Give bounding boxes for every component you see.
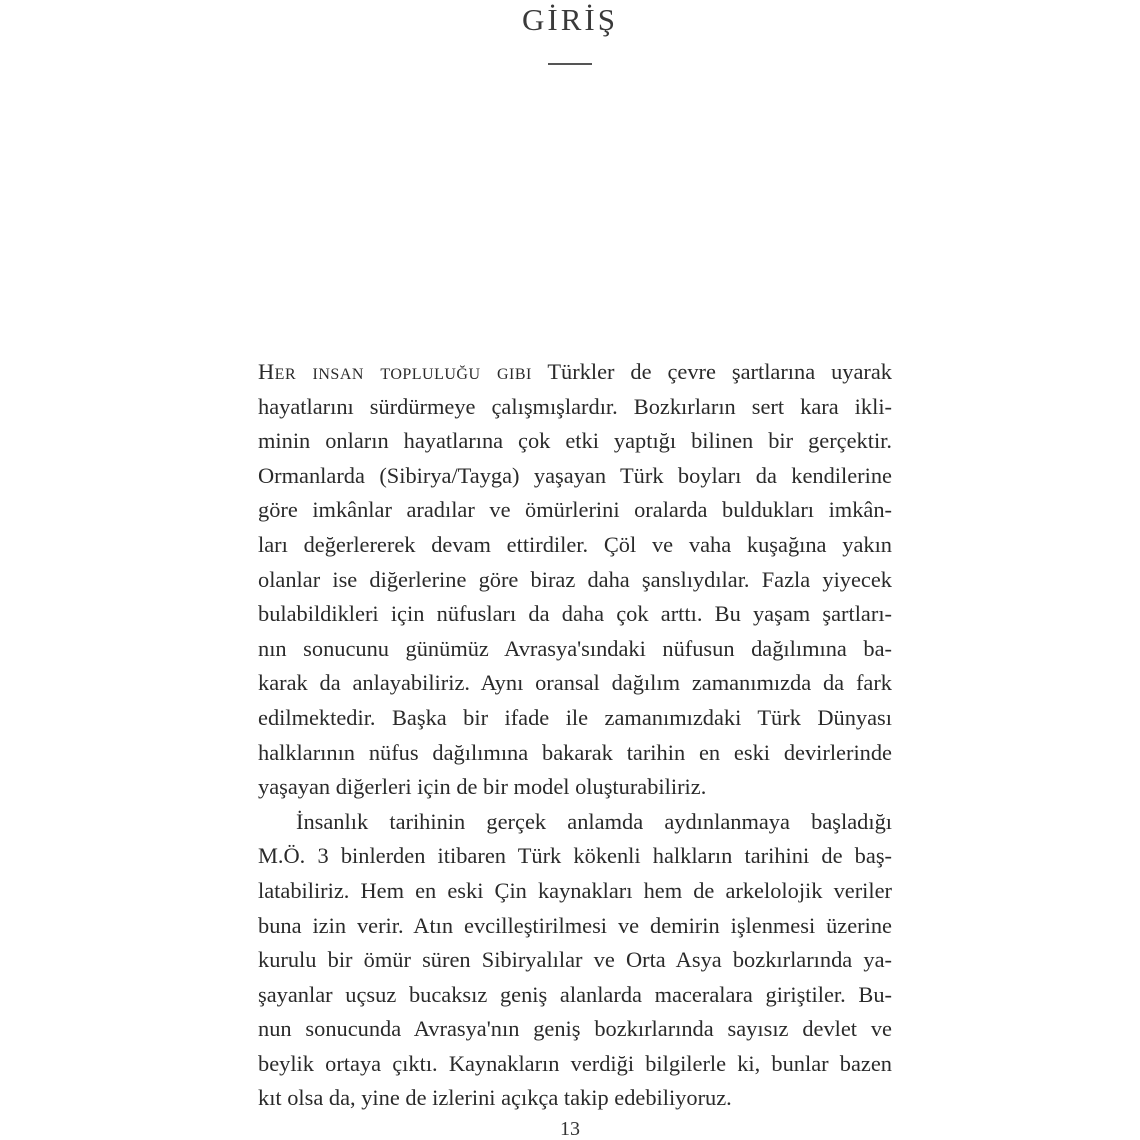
chapter-title: GİRİŞ [522,2,618,37]
opening-smallcaps: Her insan topluluğu gibi [258,359,532,384]
body-text [258,355,892,1116]
paragraph-line: göre imkânlar aradılar ve ömürlerini oralarda buldukları imkân- [258,497,892,523]
paragraph-line: olanlar ise diğerlerine göre biraz daha şanslıydılar. Fazla yiyecek [258,566,892,592]
paragraph-line: hayatlarını sürdürmeye çalışmışlardır. Bozkırların sert kara ikli- [258,393,892,419]
paragraph-line: nun sonucunda Avrasya'nın geniş bozkırlarında sayısız devlet ve [258,1016,892,1042]
paragraph-line: şayanlar uçsuz bucaksız geniş alanlarda maceralara giriştiler. Bu- [258,981,892,1007]
paragraph-line: latabiliriz. Hem en eski Çin kaynakları hem de arkelolojik veriler [258,877,892,903]
paragraph-line: kurulu bir ömür süren Sibiryalılar ve Orta Asya bozkırlarında ya- [258,947,892,973]
paragraph-line: yaşayan diğerleri için de bir model oluşturabiliriz. [258,774,707,800]
page-number: 13 [560,1118,580,1140]
paragraph-line: bulabildikleri için nüfusları da daha çok arttı. Bu yaşam şartları- [258,601,892,627]
paragraph-line: Ormanlarda (Sibirya/Tayga) yaşayan Türk boyları da kendilerine [258,462,892,488]
paragraph-line: edilmektedir. Başka bir ifade ile zamanımızdaki Türk Dünyası [258,704,892,730]
paragraph-line: karak da anlayabiliriz. Aynı oransal dağılım zamanımızda da fark [258,670,892,696]
paragraph-line: nın sonucunu günümüz Avrasya'sındaki nüfusun dağılımına ba- [258,635,892,661]
paragraph-1-line-1 [258,355,892,390]
paragraph-line: ları değerlererek devam ettirdiler. Çöl ve vaha kuşağına yakın [258,531,892,557]
paragraph-line-text: Türkler de çevre şartlarına uyarak [531,359,892,384]
paragraph-line: halklarının nüfus dağılımına bakarak tarihin en eski devirlerinde [258,739,892,765]
title-divider [548,63,592,65]
paragraph-line: beylik ortaya çıktı. Kaynakların verdiği bilgilerle ki, bunlar bazen [258,1050,892,1076]
paragraph-line: buna izin verir. Atın evcilleştirilmesi ve demirin işlenmesi üzerine [258,912,892,938]
paragraph-line: minin onların hayatlarına çok etki yaptığı bilinen bir gerçektir. [258,428,892,454]
paragraph-line: kıt olsa da, yine de izlerini açıkça takip edebiliyoruz. [258,1085,732,1111]
paragraph-2-line-1: İnsanlık tarihinin gerçek anlamda aydınlanmaya başladığı [296,808,892,834]
paragraph-line: M.Ö. 3 binlerden itibaren Türk kökenli halkların tarihini de baş- [258,843,892,869]
